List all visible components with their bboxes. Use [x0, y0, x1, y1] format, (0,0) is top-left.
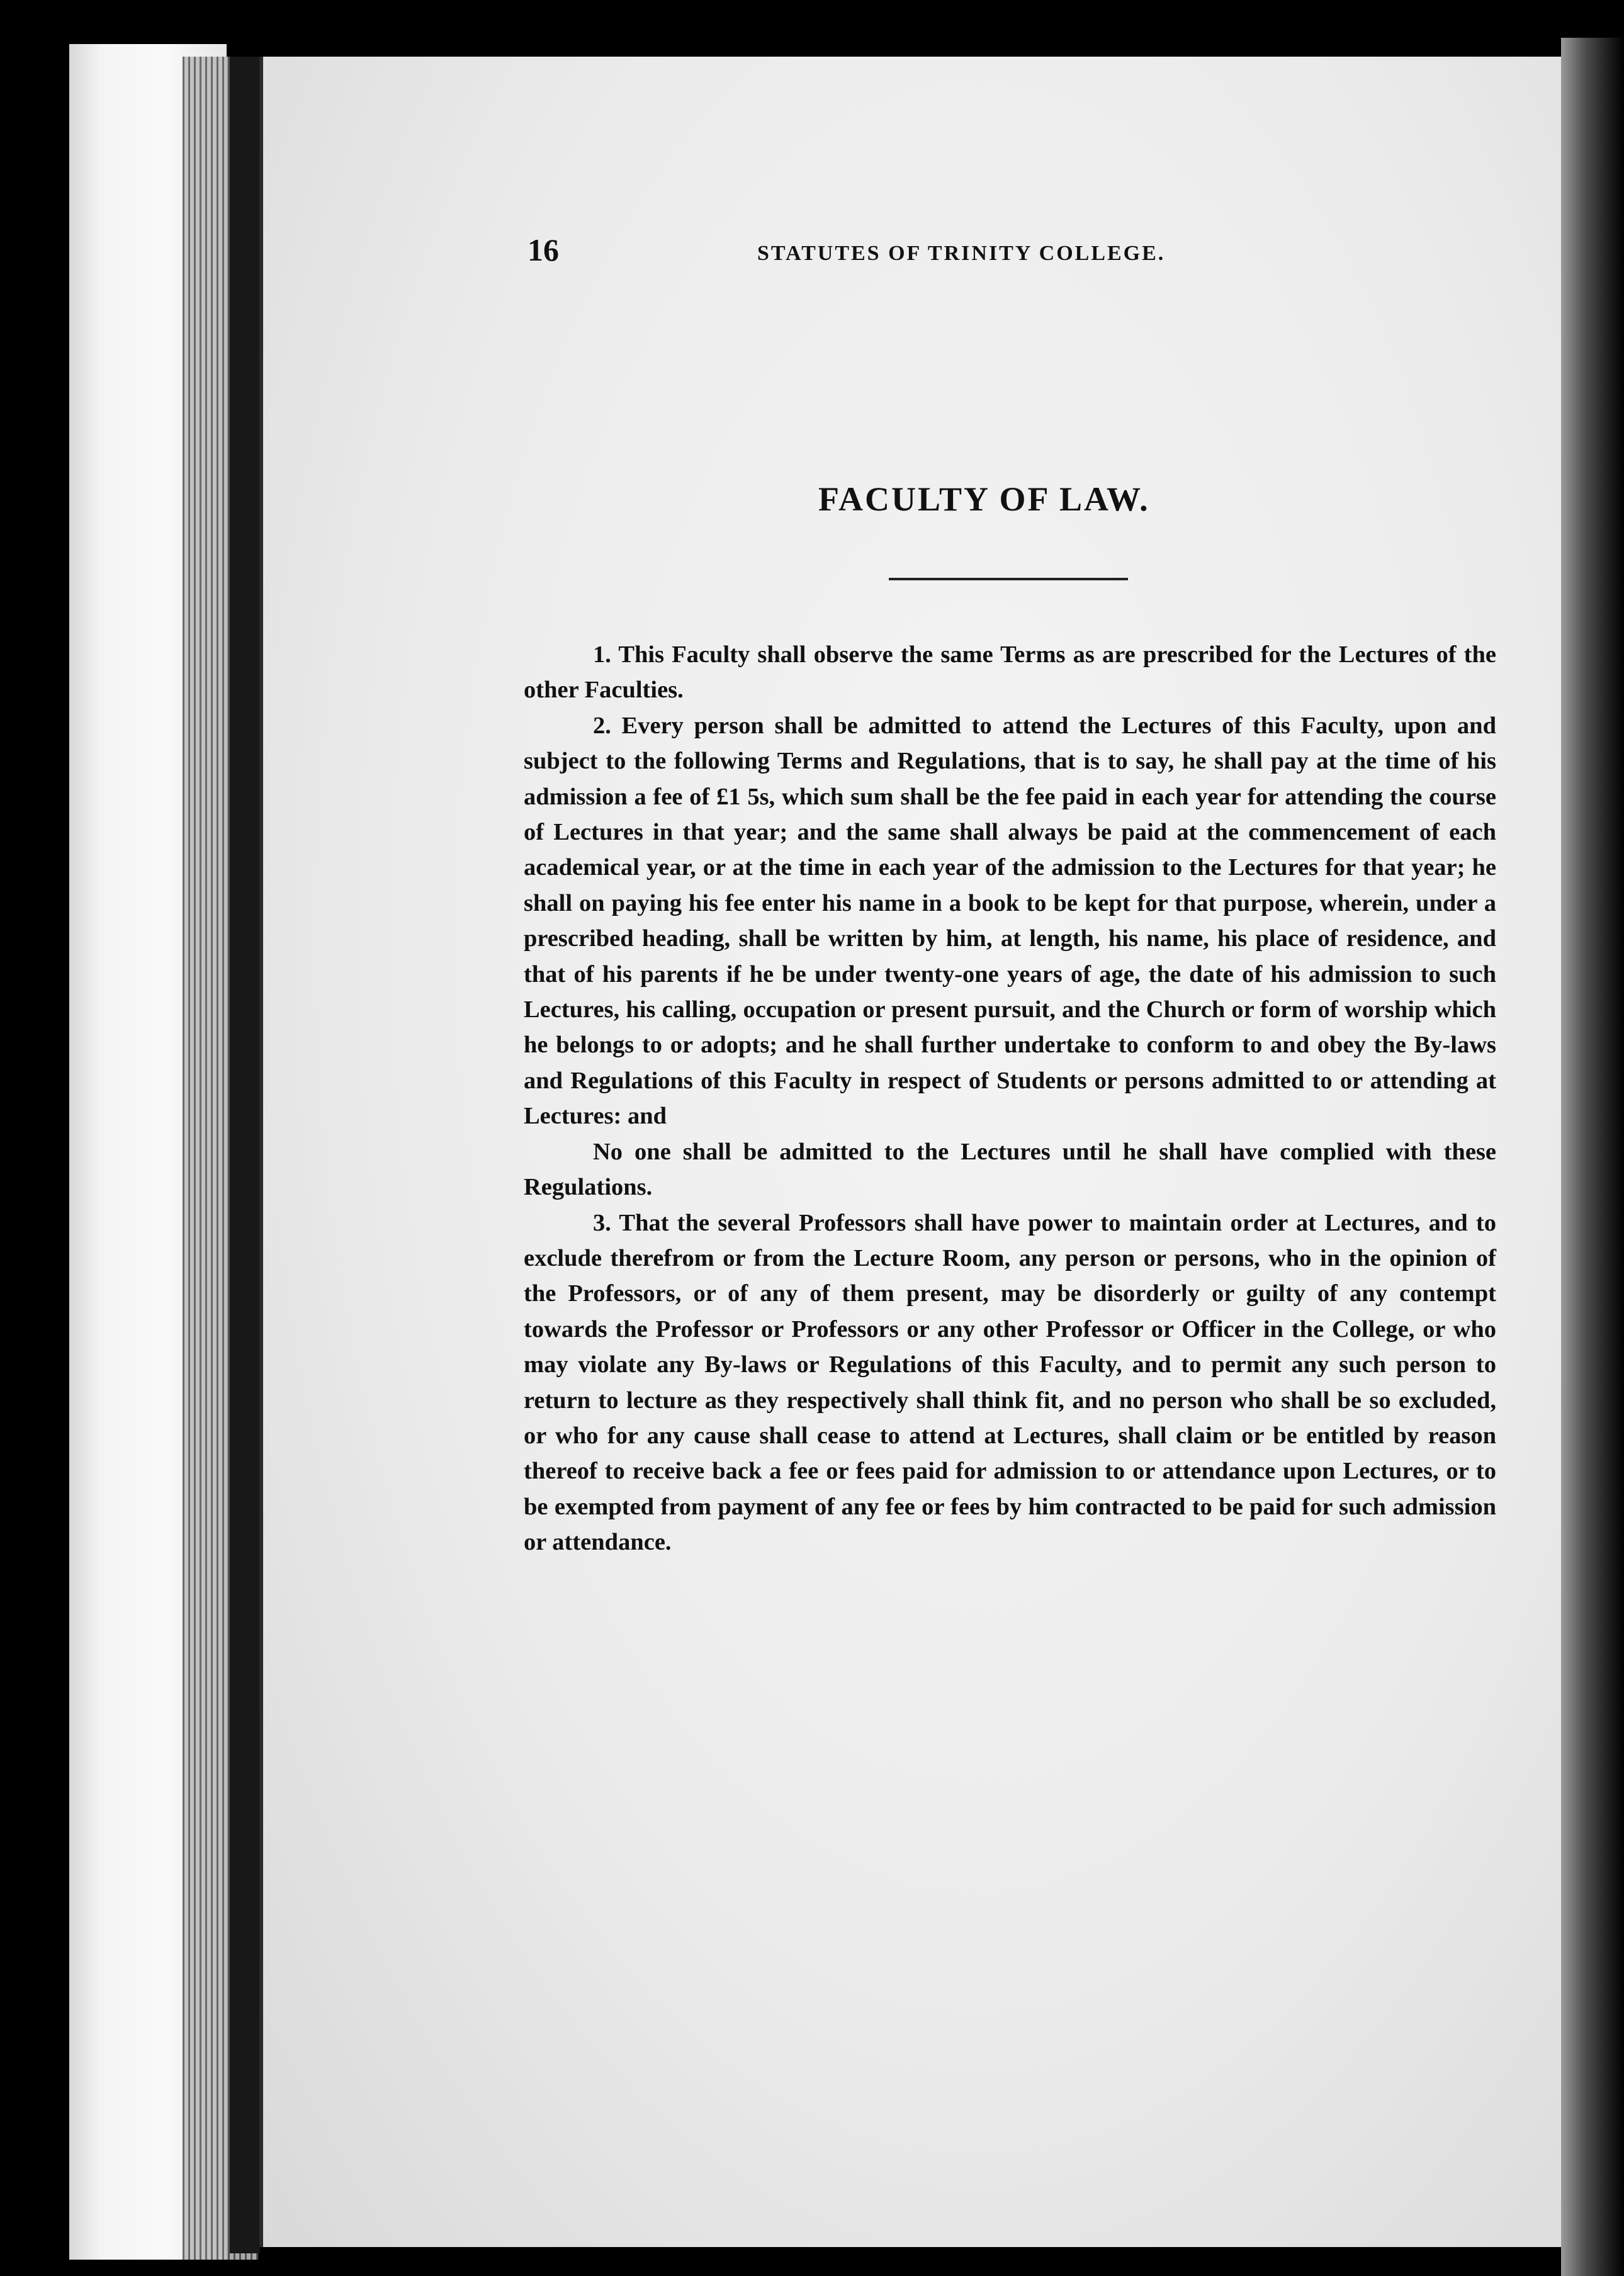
right-page-shadow — [1561, 38, 1624, 2276]
book-spine-shadow — [230, 57, 260, 2253]
paragraph-3: No one shall be admitted to the Lectures until he shall have complied with these Regulations. — [524, 1138, 1496, 1201]
section-title: FACULTY OF LAW. — [818, 480, 1150, 518]
paragraph-1: 1. This Faculty shall observe the same Terms as are prescribed for the Lectures of the other Faculties. — [524, 641, 1496, 704]
running-header — [527, 232, 1503, 269]
running-title: STATUTES OF TRINITY COLLEGE. — [757, 242, 1166, 265]
paragraph-2: 2. Every person shall be admitted to attend the Lectures of this Faculty, upon and subject to the following Terms and Regulations, that is to say, he shall pay at the time of his admission a fee of £1 5s, which sum shall be the fee paid in each year for attending the course of Lectures in that year; and the same shall always be paid at the commencement of each academical year, or at the time in each year of the admission to the Lectures for that year; he shall on paying his fee enter his name in a book to be kept for that purpose, wherein, under a prescribed heading, shall be written by him, at length, his name, his place of residence, and that of his parents if he be under twenty-one years of age, the date of his admission to such Lectures, his calling, occupation or present pursuit, and the Church or form of worship which he belongs to or adopts; and he shall further undertake to conform to and obey the By-laws and Regulations of this Faculty in respect of Students or persons admitted to or attending at Lectures: and — [524, 712, 1496, 1130]
paragraph-4: 3. That the several Professors shall have power to maintain order at Lectures, and to exclude therefrom or from the Lecture Room, any person or persons, who in the opinion of the Professors, or of any of them present, may be disorderly or guilty of any contempt towards the Professor or Professors or any other Professor or Officer in the College, or who may violate any By-laws or Regulations of this Faculty, and to permit any such person to return to lecture as they respectively shall think fit, and no person who shall be so excluded, or who for any cause shall cease to attend at Lectures, shall claim or be entitled by reason thereof to receive back a fee or fees paid for admission to or attendance upon Lectures, or to be exempted from payment of any fee or fees by him contracted to be paid for such admission or attendance. — [524, 1209, 1496, 1556]
page-number: 16 — [527, 232, 559, 268]
title-rule — [889, 578, 1128, 580]
body-text — [524, 637, 1496, 1560]
